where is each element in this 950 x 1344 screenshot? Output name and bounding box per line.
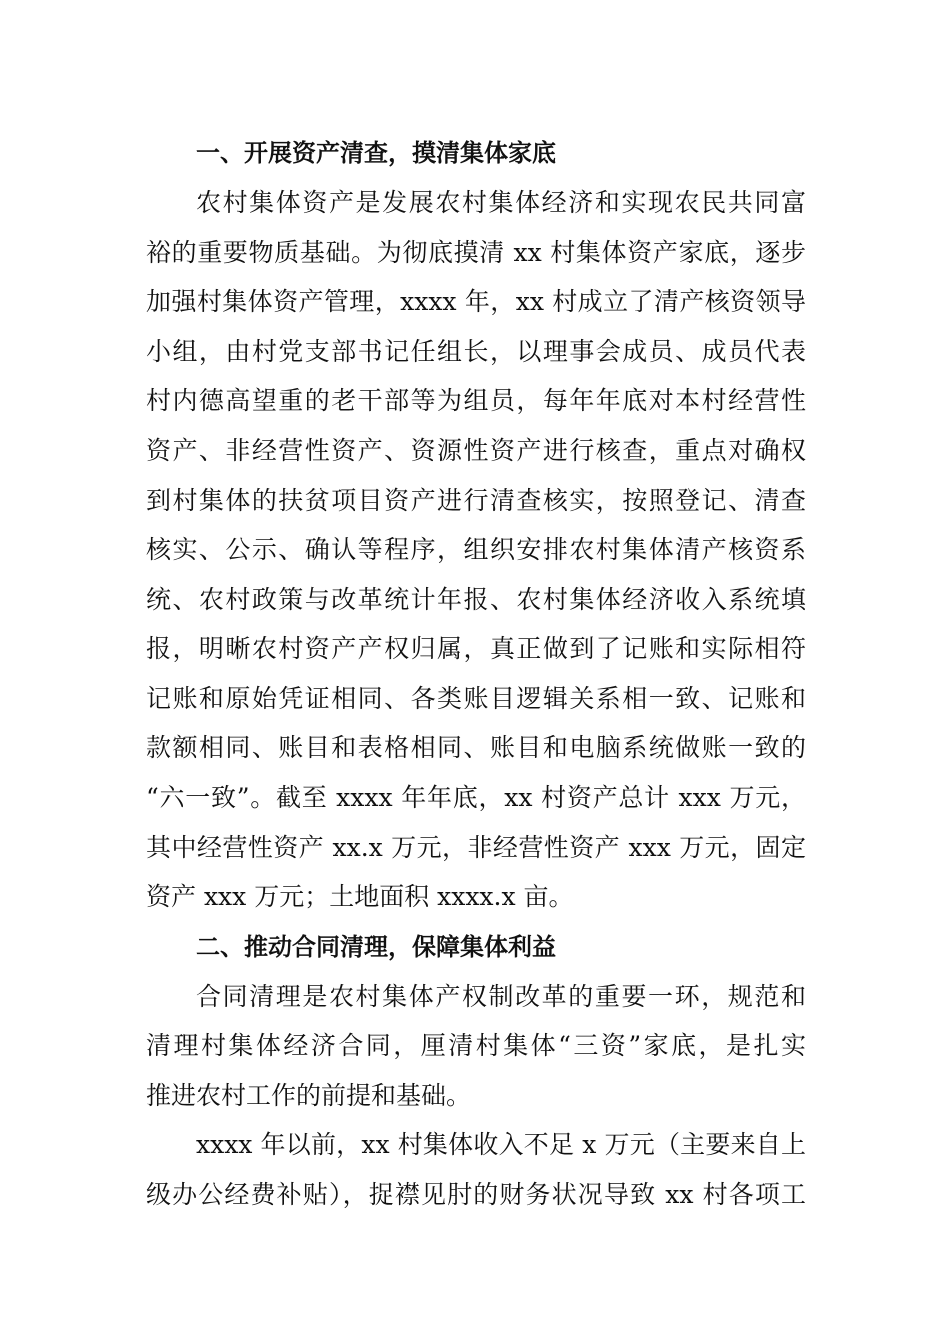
paragraph-line: 小组，由村党支部书记任组长，以理事会成员、成员代表 [146, 337, 806, 366]
paragraph-line: 统、农村政策与改革统计年报、农村集体经济收入系统填 [146, 585, 806, 614]
paragraph-line: 级办公经费补贴），捉襟见肘的财务状况导致 xx 村各项工 [146, 1180, 806, 1209]
paragraph-line: 清理村集体经济合同，厘清村集体“三资”家底，是扎实 [146, 1031, 806, 1060]
paragraph-line: 推进农村工作的前提和基础。 [146, 1081, 472, 1110]
paragraph-line: 资产、非经营性资产、资源性资产进行核查，重点对确权 [146, 436, 806, 465]
paragraph-line: 到村集体的扶贫项目资产进行清查核实，按照登记、清查 [146, 486, 806, 515]
paragraph-line: 核实、公示、确认等程序，组织安排农村集体清产核资系 [146, 535, 806, 564]
section-1-heading: 一、开展资产清查，摸清集体家底 [196, 139, 556, 167]
paragraph-line: 裕的重要物质基础。为彻底摸清 xx 村集体资产家底，逐步 [146, 238, 806, 267]
paragraph-line: 村内德高望重的老干部等为组员，每年年底对本村经营性 [146, 386, 806, 415]
paragraph-line: 加强村集体资产管理，xxxx 年，xx 村成立了清产核资领导 [146, 287, 806, 316]
section-2-heading: 二、推动合同清理，保障集体利益 [196, 933, 556, 961]
paragraph-line: 资产 xxx 万元；土地面积 xxxx.x 亩。 [146, 882, 574, 911]
paragraph-line: xxxx 年以前，xx 村集体收入不足 x 万元（主要来自上 [196, 1130, 806, 1159]
paragraph-line: 报，明晰农村资产产权归属，真正做到了记账和实际相符 [146, 634, 806, 663]
paragraph-line: 农村集体资产是发展农村集体经济和实现农民共同富 [196, 188, 806, 217]
paragraph-line: 款额相同、账目和表格相同、账目和电脑系统做账一致的 [146, 733, 806, 762]
paragraph-line: 记账和原始凭证相同、各类账目逻辑关系相一致、记账和 [146, 684, 806, 713]
paragraph-line: 其中经营性资产 xx.x 万元，非经营性资产 xxx 万元，固定 [146, 833, 806, 862]
paragraph-line: “六一致”。截至 xxxx 年年底，xx 村资产总计 xxx 万元， [146, 783, 806, 812]
paragraph-line: 合同清理是农村集体产权制改革的重要一环，规范和 [196, 982, 806, 1011]
